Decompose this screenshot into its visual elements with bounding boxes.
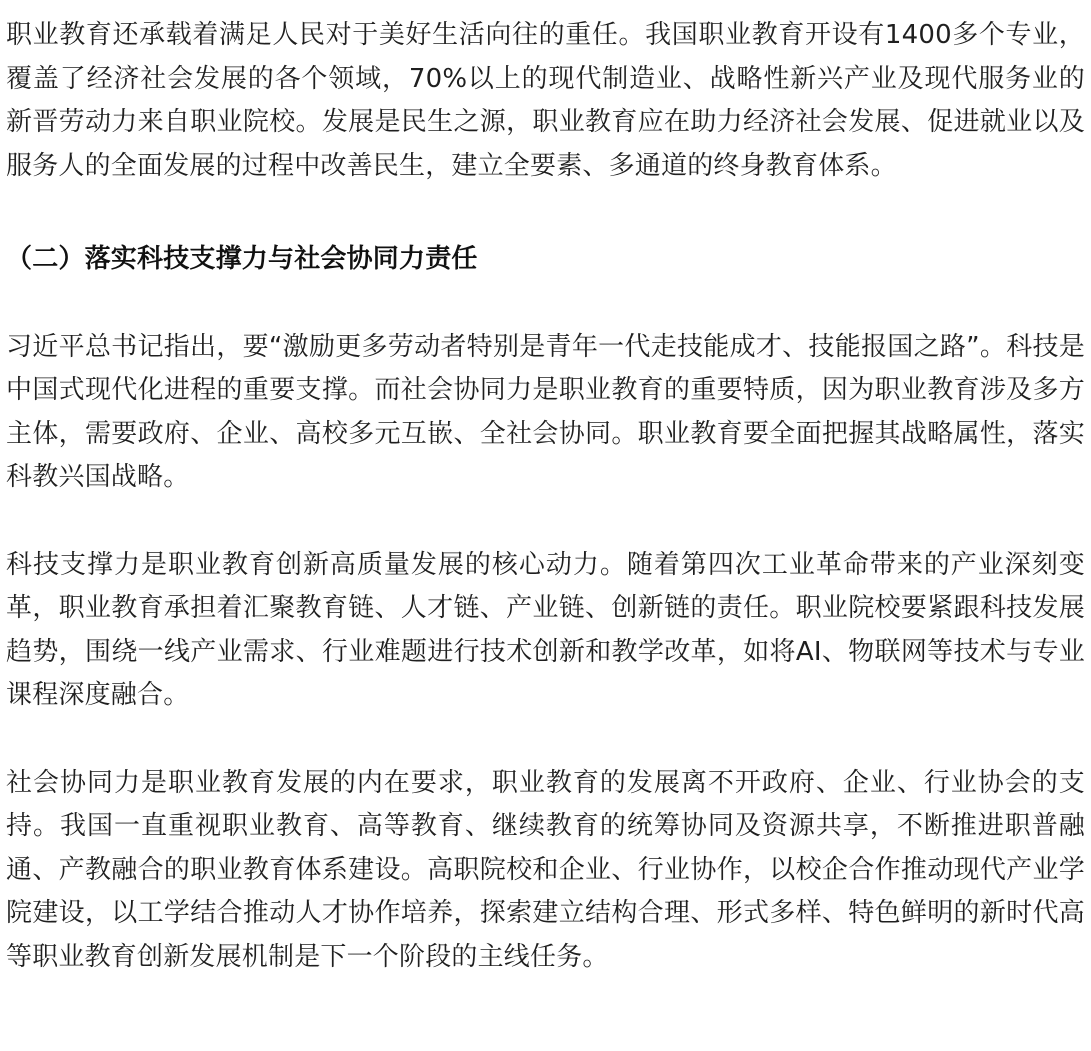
paragraph-spacer: [6, 282, 1085, 326]
paragraph-livelihood: 职业教育还承载着满足人民对于美好生活向往的重任。我国职业教育开设有1400多个专业，覆盖了经济社会发展的各个领域，70%以上的现代制造业、战略性新兴产业及现代服务业的新晋劳动力来自职业院校。发展是民生之源，职业教育应在助力经济社会发展、促进就业以及服务人的全面发展的过程中改善民生，建立全要素、多通道的终身教育体系。: [6, 20, 1085, 181]
paragraph-spacer: [6, 188, 1085, 238]
paragraph-spacer: [6, 718, 1085, 762]
paragraph-social-collaboration: 社会协同力是职业教育发展的内在要求，职业教育的发展离不开政府、企业、行业协会的支持。我国一直重视职业教育、高等教育、继续教育的统筹协同及资源共享，不断推进职普融通、产教融合的职业教育体系建设。高职院校和企业、行业协作，以校企合作推动现代产业学院建设，以工学结合推动人才协作培养，探索建立结构合理、形式多样、特色鲜明的新时代高等职业教育创新发展机制是下一个阶段的主线任务。: [6, 767, 1085, 972]
paragraph-spacer: [6, 500, 1085, 544]
paragraph-strategy: 习近平总书记指出，要“激励更多劳动者特别是青年一代走技能成才、技能报国之路”。科技是中国式现代化进程的重要支撑。而社会协同力是职业教育的重要特质，因为职业教育涉及多方主体，需要政府、企业、高校多元互嵌、全社会协同。职业教育要全面把握其战略属性，落实科教兴国战略。: [6, 331, 1085, 492]
section-heading: （二）落实科技支撑力与社会协同力责任: [6, 244, 478, 274]
paragraph-technology-support: 科技支撑力是职业教育创新高质量发展的核心动力。随着第四次工业革命带来的产业深刻变革，职业教育承担着汇聚教育链、人才链、产业链、创新链的责任。职业院校要紧跟科技发展趋势，围绕一线产业需求、行业难题进行技术创新和教学改革，如将AI、物联网等技术与专业课程深度融合。: [6, 549, 1085, 710]
